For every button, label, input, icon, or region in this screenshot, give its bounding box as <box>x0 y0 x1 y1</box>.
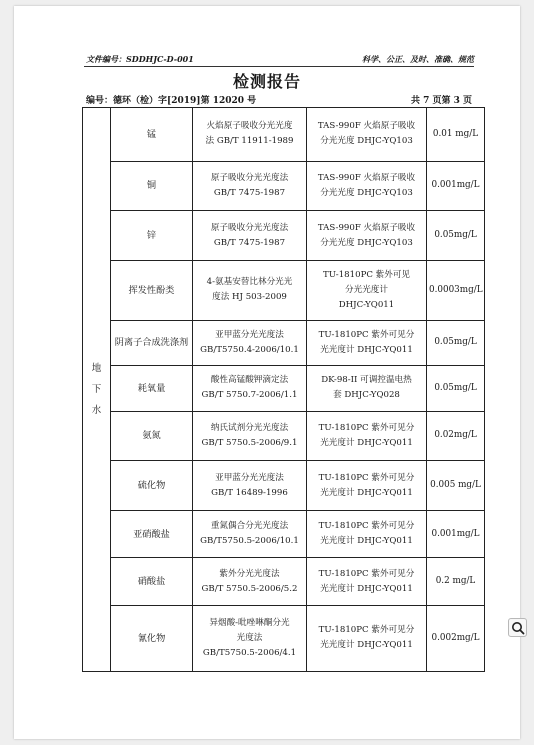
instrument-line: TAS-990F 火焰原子吸收 <box>317 121 416 132</box>
method-cell <box>193 411 307 461</box>
table-row <box>83 411 485 461</box>
instrument-cell <box>307 108 427 162</box>
test-item: 硝酸盐 <box>111 558 193 606</box>
detection-limit: 0.02mg/L <box>427 411 485 461</box>
instrument-line: TAS-990F 火焰原子吸收 <box>317 222 416 233</box>
instrument-line: TU-1810PC 紫外可见分 <box>318 521 415 532</box>
sample-type-char: 水 <box>91 405 102 416</box>
detection-limit: 0.0003mg/L <box>427 260 485 320</box>
method-cell <box>193 605 307 671</box>
method-cell <box>193 510 307 558</box>
zoom-icon <box>511 621 525 635</box>
instrument-line: 分光光度 DHJC-YQ103 <box>320 187 413 198</box>
instrument-cell <box>307 366 427 411</box>
sample-type-cell <box>83 108 111 672</box>
instrument-line: TU-1810PC 紫外可见 <box>322 269 411 280</box>
detection-limit: 0.005 mg/L <box>427 461 485 511</box>
table-row <box>83 260 485 320</box>
method-line: 异烟酸-吡唑啉酮分光 <box>209 617 290 628</box>
detection-limit: 0.002mg/L <box>427 605 485 671</box>
report-number: 编号：德环（检）字[2019]第 12020 号 <box>86 96 257 106</box>
instrument-cell <box>307 211 427 261</box>
instrument-cell <box>307 411 427 461</box>
test-item: 耗氧量 <box>111 366 193 411</box>
method-line: 纳氏试剂分光光度法 <box>210 422 289 433</box>
table-row <box>83 366 485 411</box>
method-cell <box>193 161 307 211</box>
method-cell <box>193 461 307 511</box>
detection-limit: 0.05mg/L <box>427 366 485 411</box>
method-cell <box>193 211 307 261</box>
report-page <box>14 6 520 739</box>
method-line: 原子吸收分光光度法 <box>210 172 289 183</box>
instrument-line: TAS-990F 火焰原子吸收 <box>317 172 416 183</box>
method-line: 火焰原子吸收分光光度 <box>206 121 293 132</box>
method-line: 紫外分光光度法 <box>219 568 280 579</box>
detection-limit: 0.05mg/L <box>427 211 485 261</box>
test-item: 氨氮 <box>111 411 193 461</box>
instrument-cell <box>307 558 427 606</box>
table-row <box>83 605 485 671</box>
page-title: 检测报告 <box>232 72 301 91</box>
detection-limit: 0.05mg/L <box>427 320 485 365</box>
instrument-line: 光光度计 DHJC-YQ011 <box>320 583 413 594</box>
test-item: 氰化物 <box>111 605 193 671</box>
test-item: 亚硝酸盐 <box>111 510 193 558</box>
instrument-cell <box>307 510 427 558</box>
detection-limit: 0.001mg/L <box>427 510 485 558</box>
method-line: GB/T 16489-1996 <box>211 487 288 498</box>
file-number: 文件编号：SDDHJC-D-001 <box>86 54 194 64</box>
detection-limit: 0.2 mg/L <box>427 558 485 606</box>
method-line: 酸性高锰酸钾滴定法 <box>210 375 289 386</box>
table-row <box>83 558 485 606</box>
method-line: 重氮偶合分光光度法 <box>210 521 289 532</box>
test-method-table <box>82 107 485 672</box>
instrument-cell <box>307 605 427 671</box>
instrument-line: 光光度计 DHJC-YQ011 <box>320 640 413 651</box>
method-line: 亚甲蓝分光光度法 <box>215 329 284 340</box>
table-row <box>83 320 485 365</box>
method-line: GB/T 5750.5-2006/5.2 <box>201 583 298 594</box>
header-divider <box>84 66 474 67</box>
method-line: GB/T 5750.7-2006/1.1 <box>201 390 298 401</box>
method-line: 度法 HJ 503-2009 <box>212 292 287 303</box>
instrument-line: TU-1810PC 紫外可见分 <box>318 568 415 579</box>
test-item: 铜 <box>111 161 193 211</box>
instrument-line: DHJC-YQ011 <box>338 299 395 310</box>
test-item: 阴离子合成洗涤剂 <box>111 320 193 365</box>
instrument-cell <box>307 260 427 320</box>
instrument-line: 光光度计 DHJC-YQ011 <box>320 536 413 547</box>
instrument-line: TU-1810PC 紫外可见分 <box>318 472 415 483</box>
method-line: GB/T5750.4-2006/10.1 <box>200 344 299 355</box>
method-line: GB/T5750.5-2006/10.1 <box>200 536 299 547</box>
instrument-line: DK-98-II 可调控温电热 <box>321 375 412 386</box>
test-item: 硫化物 <box>111 461 193 511</box>
instrument-line: 光光度计 DHJC-YQ011 <box>320 487 413 498</box>
instrument-line: TU-1810PC 紫外可见分 <box>318 625 415 636</box>
instrument-cell <box>307 320 427 365</box>
method-line: GB/T5750.5-2006/4.1 <box>202 647 297 658</box>
method-cell <box>193 260 307 320</box>
method-cell <box>193 558 307 606</box>
method-line: GB/T 5750.5-2006/9.1 <box>201 437 298 448</box>
motto: 科学、公正、及时、准确、规范 <box>362 54 474 64</box>
instrument-line: 分光光度 DHJC-YQ103 <box>320 136 413 147</box>
instrument-line: 分光光度 DHJC-YQ103 <box>320 237 413 248</box>
instrument-line: 光光度计 DHJC-YQ011 <box>320 344 413 355</box>
instrument-line: 套 DHJC-YQ028 <box>333 390 400 401</box>
table-row <box>83 461 485 511</box>
page-indicator: 共 7 页第 3 页 <box>410 96 472 106</box>
table-row <box>83 211 485 261</box>
table-row <box>83 510 485 558</box>
sample-type-char: 地 <box>91 363 102 374</box>
instrument-cell <box>307 161 427 211</box>
method-cell <box>193 108 307 162</box>
detection-limit: 0.01 mg/L <box>427 108 485 162</box>
instrument-line: 光光度计 DHJC-YQ011 <box>320 437 413 448</box>
method-line: 原子吸收分光光度法 <box>210 222 289 233</box>
method-line: 光度法 <box>236 632 263 643</box>
instrument-cell <box>307 461 427 511</box>
detection-limit: 0.001mg/L <box>427 161 485 211</box>
instrument-line: 分光光度计 <box>345 284 388 295</box>
table-row <box>83 108 485 162</box>
table-row <box>83 161 485 211</box>
zoom-button[interactable] <box>508 618 527 637</box>
instrument-line: TU-1810PC 紫外可见分 <box>318 329 415 340</box>
method-line: GB/T 7475-1987 <box>213 187 286 198</box>
instrument-line: TU-1810PC 紫外可见分 <box>318 422 415 433</box>
test-item: 锌 <box>111 211 193 261</box>
method-cell <box>193 320 307 365</box>
sample-type-char: 下 <box>91 384 102 395</box>
test-item: 挥发性酚类 <box>111 260 193 320</box>
method-line: 4-氨基安替比林分光光 <box>206 277 293 288</box>
method-line: 亚甲蓝分光光度法 <box>215 472 284 483</box>
method-line: 法 GB/T 11911-1989 <box>205 136 294 147</box>
test-item: 锰 <box>111 108 193 162</box>
method-cell <box>193 366 307 411</box>
method-line: GB/T 7475-1987 <box>213 237 286 248</box>
